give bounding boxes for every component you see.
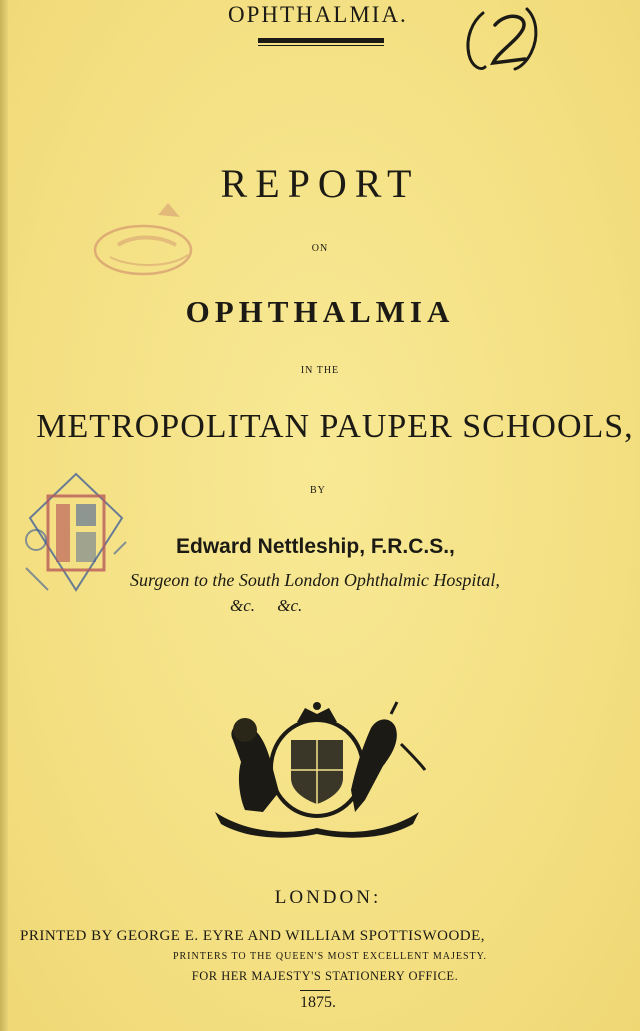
- title-in-the: IN THE: [300, 365, 340, 376]
- report-place: METROPOLITAN PAUPER SCHOOLS,: [36, 408, 634, 445]
- imprint-printer: PRINTED BY GEORGE E. EYRE AND WILLIAM SPOTTISWOODE,: [20, 928, 486, 944]
- header-rule-thin: [258, 45, 384, 46]
- title-on: ON: [311, 243, 329, 254]
- author-etc: &c. &c.: [230, 596, 303, 615]
- byline-by: BY: [310, 485, 326, 496]
- page-binding-edge: [0, 0, 8, 1031]
- handwritten-number-mark: [455, 5, 545, 75]
- year-rule: [300, 990, 330, 991]
- imprint-office: FOR HER MAJESTY'S STATIONERY OFFICE.: [191, 969, 459, 983]
- running-title: OPHTHALMIA.: [228, 2, 408, 27]
- report-title: REPORT: [220, 161, 420, 206]
- royal-coat-of-arms: [205, 700, 430, 840]
- author-position: Surgeon to the South London Ophthalmic Hospital,: [130, 570, 500, 590]
- report-subject: OPHTHALMIA: [185, 294, 455, 329]
- header-rule: [258, 38, 384, 43]
- imprint-city: LONDON:: [274, 887, 382, 908]
- library-stamp: [18, 468, 134, 598]
- imprint-printers-line: PRINTERS TO THE QUEEN'S MOST EXCELLENT MAJESTY.: [172, 951, 488, 962]
- imprint-year: 1875.: [300, 994, 336, 1011]
- author-name: Edward Nettleship, F.R.C.S.,: [176, 535, 455, 558]
